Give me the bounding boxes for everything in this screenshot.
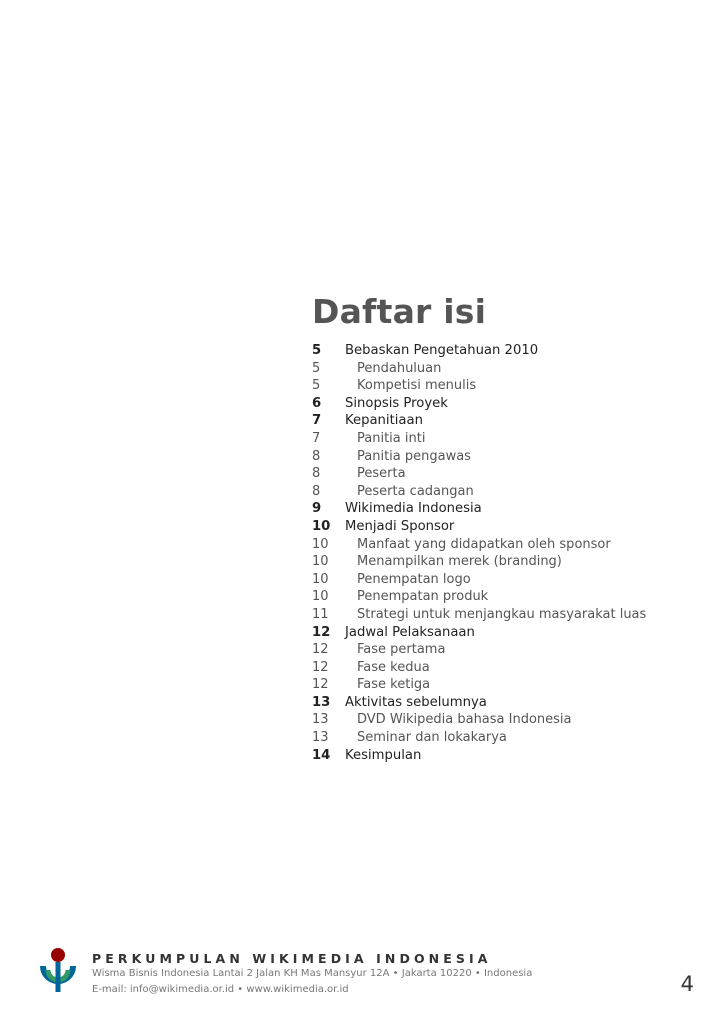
toc-entry-page: 12 — [312, 659, 329, 675]
toc-entry-page: 12 — [312, 677, 329, 693]
toc-entry — [312, 606, 712, 624]
toc-entry — [312, 395, 712, 413]
toc-entry — [312, 711, 712, 729]
toc-entry-label: Sinopsis Proyek — [345, 395, 448, 411]
toc-entry — [312, 360, 712, 378]
toc-entry-label: Panitia inti — [357, 430, 426, 446]
organization-contact: E-mail: info@wikimedia.or.id • www.wikimedia.or.id — [92, 984, 349, 995]
toc-entry-label: Bebaskan Pengetahuan 2010 — [345, 343, 539, 358]
toc-entry-page: 10 — [312, 554, 329, 570]
toc-entry-page: 8 — [312, 483, 321, 499]
toc-entry — [312, 553, 712, 571]
toc-entry-label: Wikimedia Indonesia — [345, 501, 482, 517]
toc-entry-label: Manfaat yang didapatkan oleh sponsor — [357, 536, 611, 552]
toc-entry — [312, 641, 712, 659]
toc-entry — [312, 412, 712, 430]
toc-entry-page: 11 — [312, 606, 329, 622]
toc-entry-label: Penempatan produk — [357, 589, 489, 605]
toc-entry-label: DVD Wikipedia bahasa Indonesia — [357, 712, 572, 728]
toc-entry — [312, 624, 712, 642]
toc-entry-page: 7 — [312, 430, 321, 446]
toc-entry-page: 8 — [312, 466, 321, 482]
toc-entry — [312, 659, 712, 677]
toc-list — [312, 342, 712, 764]
page-title: Daftar isi — [312, 292, 487, 331]
toc-entry-label: Peserta — [357, 466, 406, 482]
toc-entry-page: 8 — [312, 448, 321, 464]
toc-entry — [312, 676, 712, 694]
toc-entry — [312, 483, 712, 501]
toc-entry-page: 13 — [312, 712, 329, 728]
toc-entry-label: Penempatan logo — [357, 571, 471, 587]
toc-entry-label: Menampilkan merek (branding) — [357, 554, 562, 570]
toc-entry — [312, 342, 712, 360]
toc-entry-label: Pendahuluan — [357, 360, 442, 376]
toc-entry-label: Fase ketiga — [357, 677, 431, 693]
toc-entry-page: 6 — [312, 395, 322, 411]
toc-entry-page: 10 — [312, 571, 329, 587]
toc-entry-page: 5 — [312, 378, 321, 394]
toc-entry-label: Jadwal Pelaksanaan — [345, 624, 475, 640]
toc-entry-label: Aktivitas sebelumnya — [345, 694, 487, 710]
toc-entry — [312, 729, 712, 747]
toc-entry-label: Strategi untuk menjangkau masyarakat luas — [357, 606, 647, 622]
toc-entry-page: 10 — [312, 536, 329, 552]
toc-entry-page: 7 — [312, 413, 322, 429]
toc-entry-page: 10 — [312, 589, 329, 605]
toc-entry — [312, 465, 712, 483]
table-of-contents — [312, 292, 712, 764]
toc-entry — [312, 377, 712, 395]
toc-entry — [312, 571, 712, 589]
toc-entry — [312, 588, 712, 606]
toc-entry-label: Kesimpulan — [345, 747, 422, 763]
toc-entry-page: 13 — [312, 694, 331, 710]
page-number: 4 — [680, 972, 694, 996]
toc-entry-label: Seminar dan lokakarya — [357, 730, 507, 746]
toc-entry-page: 5 — [312, 343, 322, 358]
toc-entry — [312, 518, 712, 536]
toc-entry — [312, 694, 712, 712]
toc-entry-label: Kompetisi menulis — [357, 378, 477, 394]
toc-entry-page: 14 — [312, 747, 331, 763]
toc-entry-page: 12 — [312, 624, 331, 640]
toc-entry-label: Panitia pengawas — [357, 448, 471, 464]
toc-entry-label: Peserta cadangan — [357, 483, 474, 499]
toc-entry — [312, 536, 712, 554]
toc-entry-label: Kepanitiaan — [345, 413, 423, 429]
toc-entry — [312, 747, 712, 765]
toc-entry-page: 13 — [312, 730, 329, 746]
organization-name: PERKUMPULAN WIKIMEDIA INDONESIA — [92, 951, 492, 966]
toc-entry — [312, 448, 712, 466]
toc-entry — [312, 430, 712, 448]
toc-entry-page: 12 — [312, 642, 329, 658]
toc-entry-page: 5 — [312, 360, 321, 376]
toc-entry-label: Fase kedua — [357, 659, 430, 675]
organization-address: Wisma Bisnis Indonesia Lantai 2 Jalan KH Mas Mansyur 12A • Jakarta 10220 • Indonesia — [92, 968, 533, 979]
toc-entry — [312, 500, 712, 518]
toc-entry-page: 10 — [312, 518, 331, 534]
toc-entry-label: Fase pertama — [357, 642, 446, 658]
toc-entry-page: 9 — [312, 501, 322, 517]
wikimedia-logo-icon — [34, 946, 82, 998]
toc-entry-label: Menjadi Sponsor — [345, 518, 455, 534]
